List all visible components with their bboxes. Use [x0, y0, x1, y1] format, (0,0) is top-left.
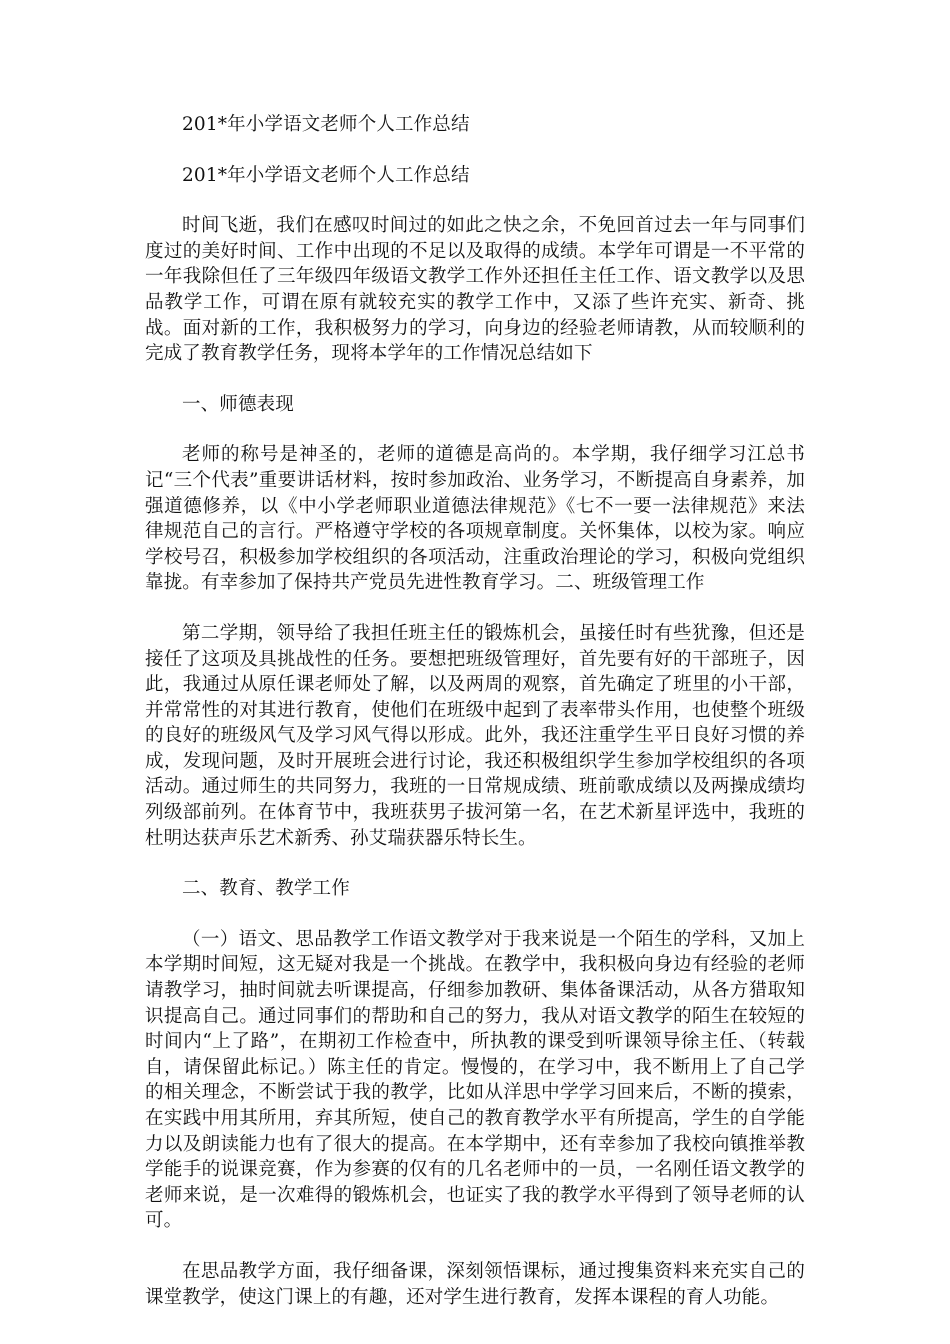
class-management-paragraph: 第二学期，领导给了我担任班主任的锻炼机会，虽接任时有些犹豫，但还是接任了这项及具挑战性的任务。要想把班级管理好，首先要有好的干部班子，因此，我通过从原任课老师处了解，以及两周的观察，首先确定了班里的小干部，并常常性的对其进行教育，使他们在班级中起到了表率带头作用，也使整个班级的良好的班级风气及学习风气得以形成。此外，我还注重学生平日良好习惯的养成，发现问题，及时开展班会进行讨论，我还积极组织学生参加学校组织的各项活动。通过师生的共同努力，我班的一日常规成绩、班前歌成绩以及两操成绩均列级部前列。在体育节中，我班获男子拔河第一名，在艺术新星评选中，我班的杜明达获声乐艺术新秀、孙艾瑞获器乐特长生。 — [145, 622, 805, 849]
document-subtitle: 201*年小学语文老师个人工作总结 — [182, 164, 470, 186]
intro-paragraph: 时间飞逝，我们在感叹时间过的如此之快之余，不免回首过去一年与同事们度过的美好时间、工作中出现的不足以及取得的成绩。本学年可谓是一不平常的一年我除但任了三年级四年级语文教学工作外还担任主任工作、语文教学以及思品教学工作，可谓在原有就较充实的教学工作中，又添了些许充实、新奇、挑战。面对新的工作，我积极努力的学习，向身边的经验老师请教，从而较顺利的完成了教育教学任务，现将本学年的工作情况总结如下 — [145, 215, 805, 365]
document-page — [145, 112, 805, 1335]
teaching-paragraph: （一）语文、思品教学工作语文教学对于我来说是一个陌生的学科，又加上本学期时间短，这无疑对我是一个挑战。在教学中，我积极向身边有经验的老师请教学习，抽时间就去听课提高，仔细参加教研、集体备课活动，从各方猎取知识提高自己。通过同事们的帮助和自己的努力，我从对语文教学的陌生在较短的时间内“上了路”，在期初工作检查中，所执教的课受到听课领导徐主任、（转载自，请保留此标记。）陈主任的肯定。慢慢的，在学习中，我不断用上了自己学的相关理念，不断尝试于我的教学，比如从洋思中学学习回来后，不断的摸索，在实践中用其所用，弃其所短，使自己的教育教学水平有所提高，学生的自学能力以及朗读能力也有了很大的提高。在本学期中，还有幸参加了我校向镇推举教学能手的说课竞赛，作为参赛的仅有的几名老师中的一员，一名刚任语文教学的老师来说，是一次难得的锻炼机会，也证实了我的教学水平得到了领导老师的认可。 — [145, 928, 805, 1232]
moral-education-paragraph: 在思品教学方面，我仔细备课，深刻领悟课标，通过搜集资料来充实自己的课堂教学，使这门课上的有趣，还对学生进行教育，发挥本课程的育人功能。 — [145, 1260, 805, 1308]
section-heading-teaching: 二、教育、教学工作 — [182, 878, 350, 900]
ethics-paragraph: 老师的称号是神圣的，老师的道德是高尚的。本学期，我仔细学习江总书记“三个代表”重要讲话材料，按时参加政治、业务学习，不断提高自身素养，加强道德修养，以《中小学老师职业道德法律规范》《七不一要一法律规范》来法律规范自己的言行。严格遵守学校的各项规章制度。关怀集体，以校为家。响应学校号召，积极参加学校组织的各项活动，注重政治理论的学习，积极向党组织靠拢。有幸参加了保持共产党员先进性教育学习。二、班级管理工作 — [145, 444, 805, 594]
document-title: 201*年小学语文老师个人工作总结 — [182, 114, 470, 135]
section-heading-ethics: 一、师德表现 — [182, 393, 294, 415]
